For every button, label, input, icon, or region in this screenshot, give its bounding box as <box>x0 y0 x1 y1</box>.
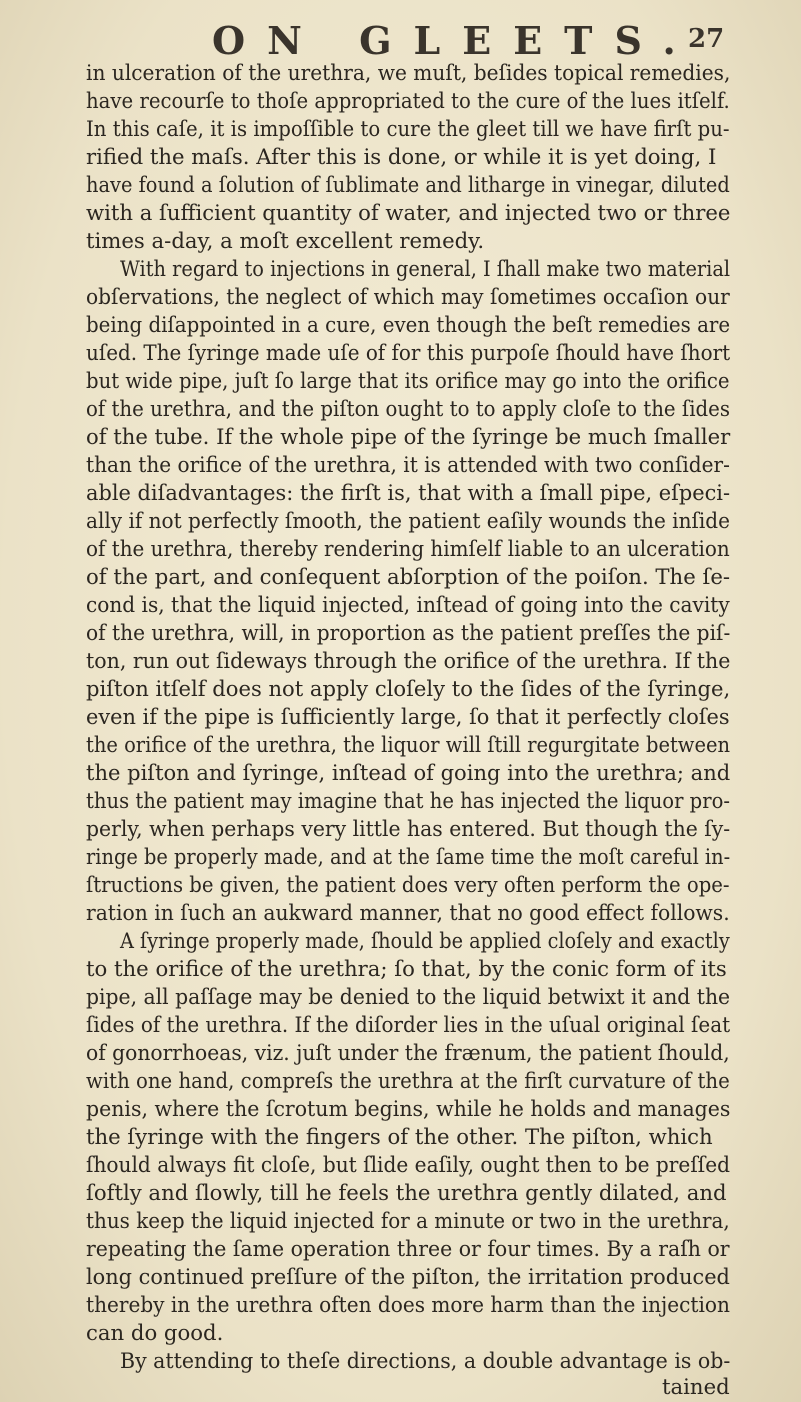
text-line: ſoftly and ſlowly, till he feels the urethra gently dilated, and <box>86 1180 727 1205</box>
running-head-title: ON GLEETS. <box>212 18 698 63</box>
text-line: the piſton and ſyringe, inſtead of going into the urethra; and <box>86 760 731 785</box>
text-line: ſhould always fit cloſe, but ſlide eaſily, ought then to be preſſed <box>86 1152 731 1177</box>
text-line: rified the maſs. After this is done, or while it is yet doing, I <box>86 144 717 169</box>
text-line: even if the pipe is ſufficiently large, ſo that it perfectly cloſes <box>86 704 730 729</box>
text-line: in ulceration of the urethra, we muſt, beſides topical remedies, <box>86 60 731 85</box>
text-line: of the part, and conſequent abſorption of the poiſon. The ſe- <box>86 564 731 589</box>
text-line: By attending to theſe directions, a double advantage is ob- <box>120 1348 731 1373</box>
text-line: ally if not perfectly ſmooth, the patient eaſily wounds the inſide <box>86 508 730 533</box>
text-line: of the urethra, thereby rendering himſelf liable to an ulceration <box>86 536 730 561</box>
text-line: A ſyringe properly made, ſhould be applied cloſely and exactly <box>120 928 730 953</box>
text-line: of the urethra, will, in proportion as the patient preſſes the piſ- <box>86 620 731 645</box>
text-line: ringe be properly made, and at the ſame time the moſt careful in- <box>86 844 731 869</box>
text-line: to the orifice of the urethra; ſo that, by the conic form of its <box>86 956 727 981</box>
text-line: times a-day, a moſt excellent remedy. <box>86 228 485 253</box>
text-line: thereby in the urethra often does more harm than the injection <box>86 1292 730 1317</box>
text-line: with one hand, compreſs the urethra at the firſt curvature of the <box>86 1068 730 1093</box>
text-line: of gonorrhoeas, viz. juſt under the frænum, the patient ſhould, <box>86 1040 730 1065</box>
text-line: perly, when perhaps very little has entered. But though the ſy- <box>86 816 731 841</box>
text-line: long continued preſſure of the piſton, the irritation produced <box>86 1264 730 1289</box>
text-line: thus the patient may imagine that he has injected the liquor pro- <box>86 788 730 813</box>
text-line: obſervations, the neglect of which may ſometimes occaſion our <box>86 284 730 309</box>
text-line: the orifice of the urethra, the liquor will ſtill regurgitate between <box>86 732 731 757</box>
text-line: than the orifice of the urethra, it is attended with two conſider- <box>86 452 730 477</box>
text-line: In this caſe, it is impoſſible to cure the gleet till we have firſt pu- <box>86 116 730 141</box>
text-line: ration in ſuch an aukward manner, that no good effect follows. <box>86 900 730 925</box>
text-line: penis, where the ſcrotum begins, while he holds and manages <box>86 1096 731 1121</box>
text-line: thus keep the liquid injected for a minute or two in the urethra, <box>86 1208 730 1233</box>
text-line: of the tube. If the whole pipe of the ſyringe be much ſmaller <box>86 424 731 449</box>
text-line: being diſappointed in a cure, even though the beſt remedies are <box>86 312 731 337</box>
text-line: pipe, all paſſage may be denied to the liquid betwixt it and the <box>86 984 731 1009</box>
text-line: With regard to injections in general, I ſhall make two material <box>120 256 731 281</box>
text-line: ſides of the urethra. If the diſorder lies in the uſual original ſeat <box>86 1012 731 1037</box>
catchword: tained <box>662 1374 730 1399</box>
text-line: ſtructions be given, the patient does very often perform the ope- <box>86 872 730 897</box>
text-line: have found a ſolution of ſublimate and litharge in vinegar, diluted <box>86 172 730 197</box>
text-line: ton, run out ſideways through the orifice of the urethra. If the <box>86 648 731 673</box>
text-line: repeating the ſame operation three or four times. By a raſh or <box>86 1236 730 1261</box>
text-line: piſton itſelf does not apply cloſely to the ſides of the ſyringe, <box>86 676 731 701</box>
text-line: have recourſe to thoſe appropriated to the cure of the lues itſelf. <box>86 88 730 113</box>
text-body <box>0 58 801 1398</box>
text-line: able diſadvantages: the firſt is, that with a ſmall pipe, eſpeci- <box>86 480 731 505</box>
text-line: uſed. The ſyringe made uſe of for this purpoſe ſhould have ſhort <box>86 340 731 365</box>
text-line: cond is, that the liquid injected, inſtead of going into the cavity <box>86 592 730 617</box>
page-number: 27 <box>688 24 725 54</box>
text-line: with a ſufficient quantity of water, and injected two or three <box>86 200 731 225</box>
text-line: the ſyringe with the fingers of the other. The piſton, which <box>86 1124 713 1149</box>
text-line: can do good. <box>86 1320 224 1345</box>
text-line: but wide pipe, juſt ſo large that its orifice may go into the orifice <box>86 368 730 393</box>
text-line: of the urethra, and the piſton ought to to apply cloſe to the ſides <box>86 396 730 421</box>
